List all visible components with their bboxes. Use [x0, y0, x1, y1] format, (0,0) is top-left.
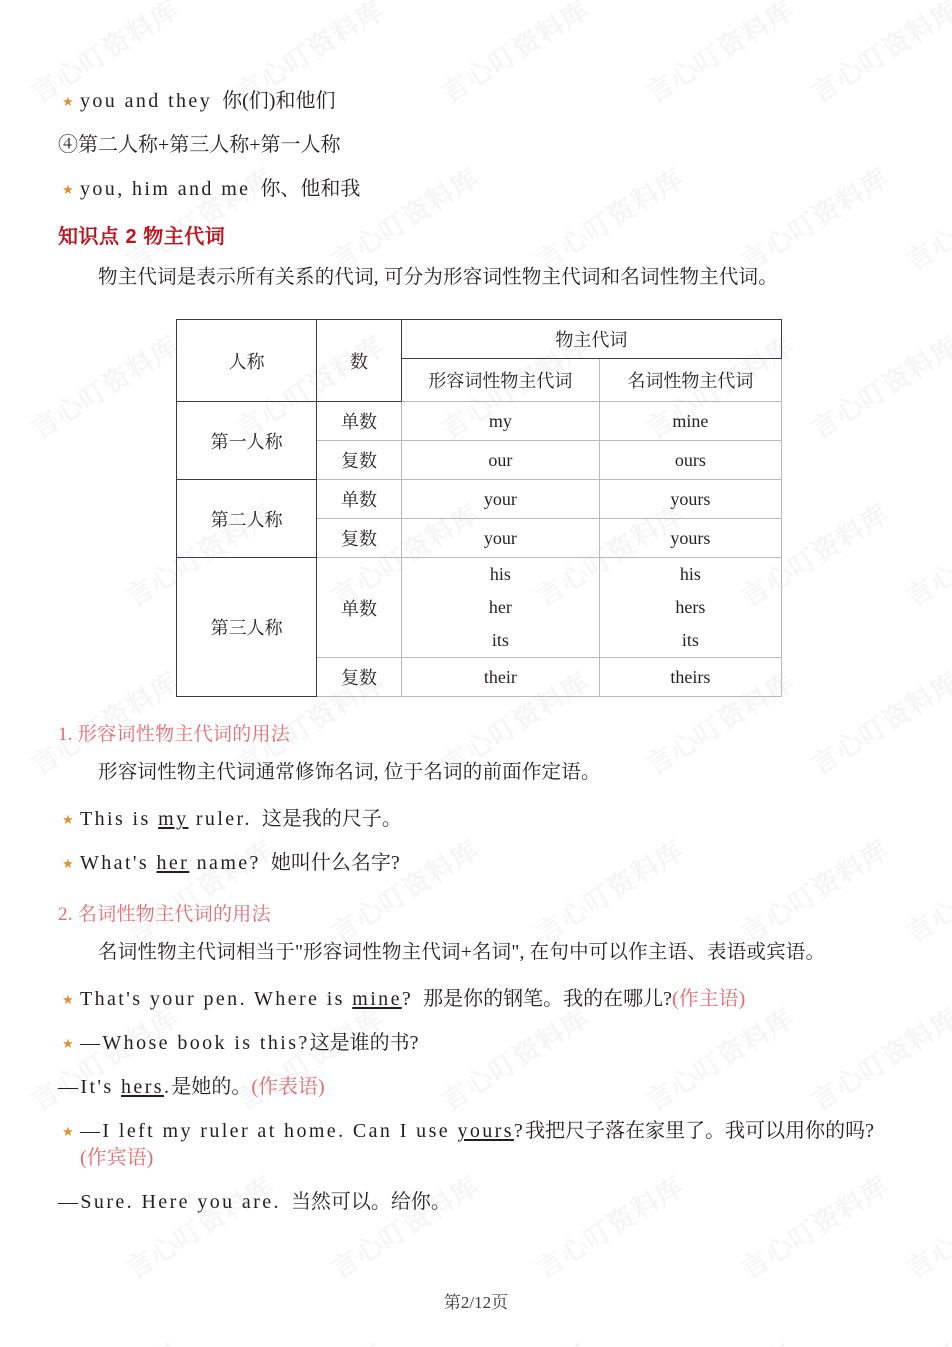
example-reply: —Sure. Here you are. 当然可以。给你。: [58, 1191, 451, 1213]
cell-value: hers: [675, 597, 706, 617]
example-cn: 这是谁的书?: [309, 1032, 419, 1054]
cell-value: her: [488, 597, 512, 617]
cell-value: its: [491, 630, 509, 650]
underlined-pronoun: her: [156, 852, 190, 874]
cell-nominal: yours: [599, 480, 781, 519]
knowledge-point-intro: 物主代词是表示所有关系的代词, 可分为形容词性物主代词和名词性物主代词。: [98, 267, 778, 288]
cell-number: 单数: [317, 402, 402, 441]
star-bullet-icon: ★: [62, 94, 74, 109]
star-bullet-icon: ★: [62, 812, 74, 827]
example-cn: 当然可以。给你。: [290, 1191, 451, 1213]
grammar-role-note: (作表语): [251, 1076, 325, 1098]
table-row: [177, 558, 782, 658]
example-item: [58, 986, 896, 1013]
example-cn: 那是你的钢笔。我的在哪儿?: [423, 988, 673, 1010]
cell-person: 第一人称: [177, 402, 317, 480]
table-header-row: [177, 320, 782, 359]
underlined-pronoun: my: [158, 808, 189, 830]
cell-number: 单数: [317, 480, 402, 519]
cell-adjective: [401, 558, 599, 658]
cell-value: his: [489, 564, 511, 584]
header-cell-group: 物主代词: [401, 320, 781, 359]
section-heading-2: 2. 名词性物主代词的用法: [58, 904, 271, 925]
example-cn: 你、他和我: [260, 178, 361, 200]
list-item: [58, 176, 896, 203]
list-item-text: [80, 176, 896, 203]
example-cn: 你(们)和他们: [222, 90, 336, 112]
grammar-role-note: (作宾语): [80, 1147, 154, 1169]
list-item: [58, 88, 896, 115]
example-text: —I left my ruler at home. Can I use yours?我把尺子落在家里了。我可以用你的吗?(作宾语): [80, 1120, 875, 1169]
section-heading-1: 1. 形容词性物主代词的用法: [58, 724, 291, 745]
grammar-role-note: (作主语): [672, 988, 746, 1010]
table-row: [177, 402, 782, 441]
example-cn: 是她的。: [171, 1076, 252, 1098]
star-bullet-icon: ★: [62, 1124, 74, 1139]
possessive-pronoun-table: [176, 319, 782, 697]
cell-number: 复数: [317, 519, 402, 558]
example-item: [58, 1030, 896, 1057]
cell-nominal: [599, 558, 781, 658]
example-cn: 我把尺子落在家里了。我可以用你的吗?: [525, 1120, 875, 1142]
cell-value: his: [679, 564, 701, 584]
cell-nominal: theirs: [599, 658, 781, 697]
cell-adjective: my: [401, 402, 599, 441]
knowledge-point-heading: 知识点 2 物主代词: [58, 226, 226, 248]
cell-adjective: their: [401, 658, 599, 697]
example-text: This is my ruler. 这是我的尺子。: [80, 808, 402, 830]
cell-number: 复数: [317, 658, 402, 697]
example-item: [58, 850, 896, 877]
example-item: [58, 1118, 896, 1172]
underlined-pronoun: yours: [457, 1120, 514, 1142]
cell-adjective: your: [401, 480, 599, 519]
cell-number: 复数: [317, 441, 402, 480]
table-row: [177, 480, 782, 519]
example-cn: 她叫什么名字?: [270, 852, 400, 874]
star-bullet-icon: ★: [62, 1036, 74, 1051]
example-en: you, him and me: [80, 178, 251, 200]
page-content: [58, 88, 896, 1233]
example-text: What's her name? 她叫什么名字?: [80, 852, 400, 874]
header-cell-person: 人称: [177, 320, 317, 402]
cell-value: its: [681, 630, 699, 650]
underlined-pronoun: hers: [121, 1076, 164, 1098]
example-text: —Whose book is this?这是谁的书?: [80, 1032, 419, 1054]
cell-person: 第三人称: [177, 558, 317, 697]
page-footer: 第2/12页: [443, 1293, 509, 1312]
list-item-text: [80, 88, 896, 115]
header-cell-adjective: 形容词性物主代词: [401, 359, 599, 402]
header-cell-nominal: 名词性物主代词: [599, 359, 781, 402]
example-text: That's your pen. Where is mine? 那是你的钢笔。我的在哪儿?(作主语): [80, 988, 746, 1010]
example-en: you and they: [80, 90, 213, 112]
star-bullet-icon: ★: [62, 856, 74, 871]
example-cn: 这是我的尺子。: [261, 808, 402, 830]
cell-adjective: your: [401, 519, 599, 558]
underlined-pronoun: mine: [352, 988, 402, 1010]
cell-person: 第二人称: [177, 480, 317, 558]
star-bullet-icon: ★: [62, 182, 74, 197]
cell-adjective: our: [401, 441, 599, 480]
header-cell-number: 数: [317, 320, 402, 402]
star-bullet-icon: ★: [62, 992, 74, 1007]
cell-nominal: yours: [599, 519, 781, 558]
cell-nominal: ours: [599, 441, 781, 480]
section-paragraph-1: 形容词性物主代词通常修饰名词, 位于名词的前面作定语。: [98, 762, 601, 783]
example-item: [58, 806, 896, 833]
cell-nominal: mine: [599, 402, 781, 441]
list-item-ordered: ④第二人称+第三人称+第一人称: [58, 134, 341, 156]
section-paragraph-2: 名词性物主代词相当于"形容词性物主代词+名词", 在句中可以作主语、表语或宾语。: [98, 942, 826, 963]
cell-number: 单数: [317, 558, 402, 658]
example-reply: —It's hers.是她的。(作表语): [58, 1076, 325, 1098]
